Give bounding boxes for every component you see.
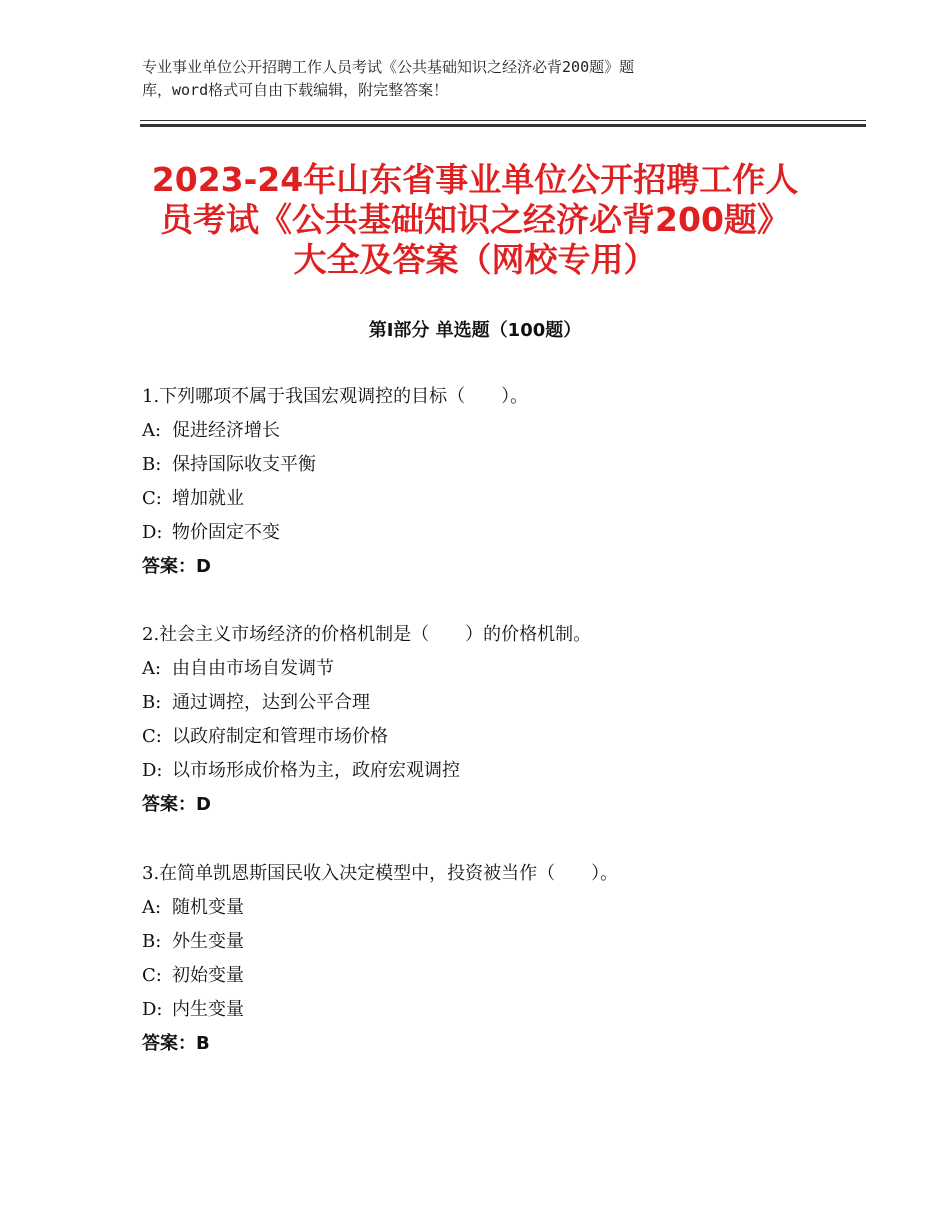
option-a (142, 414, 882, 448)
document-title (120, 160, 830, 280)
option-letter: C: (142, 965, 162, 986)
header-note (142, 56, 802, 102)
question-2 (142, 618, 882, 822)
option-letter: C: (142, 488, 162, 509)
option-letter: D: (142, 760, 163, 781)
option-text: 促进经济增长 (172, 420, 280, 441)
option-letter: D: (142, 522, 163, 543)
option-d (142, 516, 882, 550)
answer-line: 答案：B (142, 1033, 210, 1054)
answer-line: 答案：D (142, 794, 211, 815)
option-a (142, 652, 882, 686)
option-letter: D: (142, 999, 163, 1020)
section-title: 第Ⅰ部分 单选题（100题） (368, 320, 582, 341)
option-b (142, 448, 882, 482)
option-text: 通过调控，达到公平合理 (172, 692, 370, 713)
title-line-2: 员考试《公共基础知识之经济必背200题》 (160, 200, 790, 239)
option-letter: B: (142, 454, 162, 475)
option-text: 内生变量 (172, 999, 244, 1020)
option-d (142, 754, 882, 788)
option-d (142, 993, 882, 1027)
option-text: 物价固定不变 (172, 522, 280, 543)
option-text: 初始变量 (172, 965, 244, 986)
option-b (142, 925, 882, 959)
title-line-1: 2023-24年山东省事业单位公开招聘工作人 (151, 160, 799, 199)
option-text: 以市场形成价格为主，政府宏观调控 (172, 760, 460, 781)
option-text: 外生变量 (172, 931, 244, 952)
answer-line: 答案：D (142, 556, 211, 577)
option-text: 以政府制定和管理市场价格 (172, 726, 388, 747)
question-stem: 2.社会主义市场经济的价格机制是（ ）的价格机制。 (142, 624, 592, 645)
header-divider-thick (140, 124, 866, 127)
option-letter: A: (142, 897, 162, 918)
header-note-line-2: 库，word格式可自由下载编辑，附完整答案！ (142, 81, 449, 99)
header-divider-thin (140, 120, 866, 121)
question-stem: 1.下列哪项不属于我国宏观调控的目标（ ）。 (142, 386, 529, 407)
option-letter: A: (142, 420, 162, 441)
option-text: 保持国际收支平衡 (172, 454, 316, 475)
question-stem: 3.在简单凯恩斯国民收入决定模型中，投资被当作（ ）。 (142, 863, 619, 884)
option-a (142, 891, 882, 925)
option-c (142, 720, 882, 754)
option-letter: B: (142, 692, 162, 713)
option-text: 由自由市场自发调节 (172, 658, 334, 679)
question-1 (142, 380, 882, 584)
option-b (142, 686, 882, 720)
option-text: 增加就业 (172, 488, 244, 509)
option-letter: B: (142, 931, 162, 952)
option-c (142, 482, 882, 516)
option-letter: A: (142, 658, 162, 679)
option-c (142, 959, 882, 993)
option-letter: C: (142, 726, 162, 747)
header-note-line-1: 专业事业单位公开招聘工作人员考试《公共基础知识之经济必背200题》题 (142, 58, 635, 76)
title-line-3: 大全及答案（网校专用） (293, 240, 657, 279)
question-3 (142, 857, 882, 1061)
option-text: 随机变量 (172, 897, 244, 918)
